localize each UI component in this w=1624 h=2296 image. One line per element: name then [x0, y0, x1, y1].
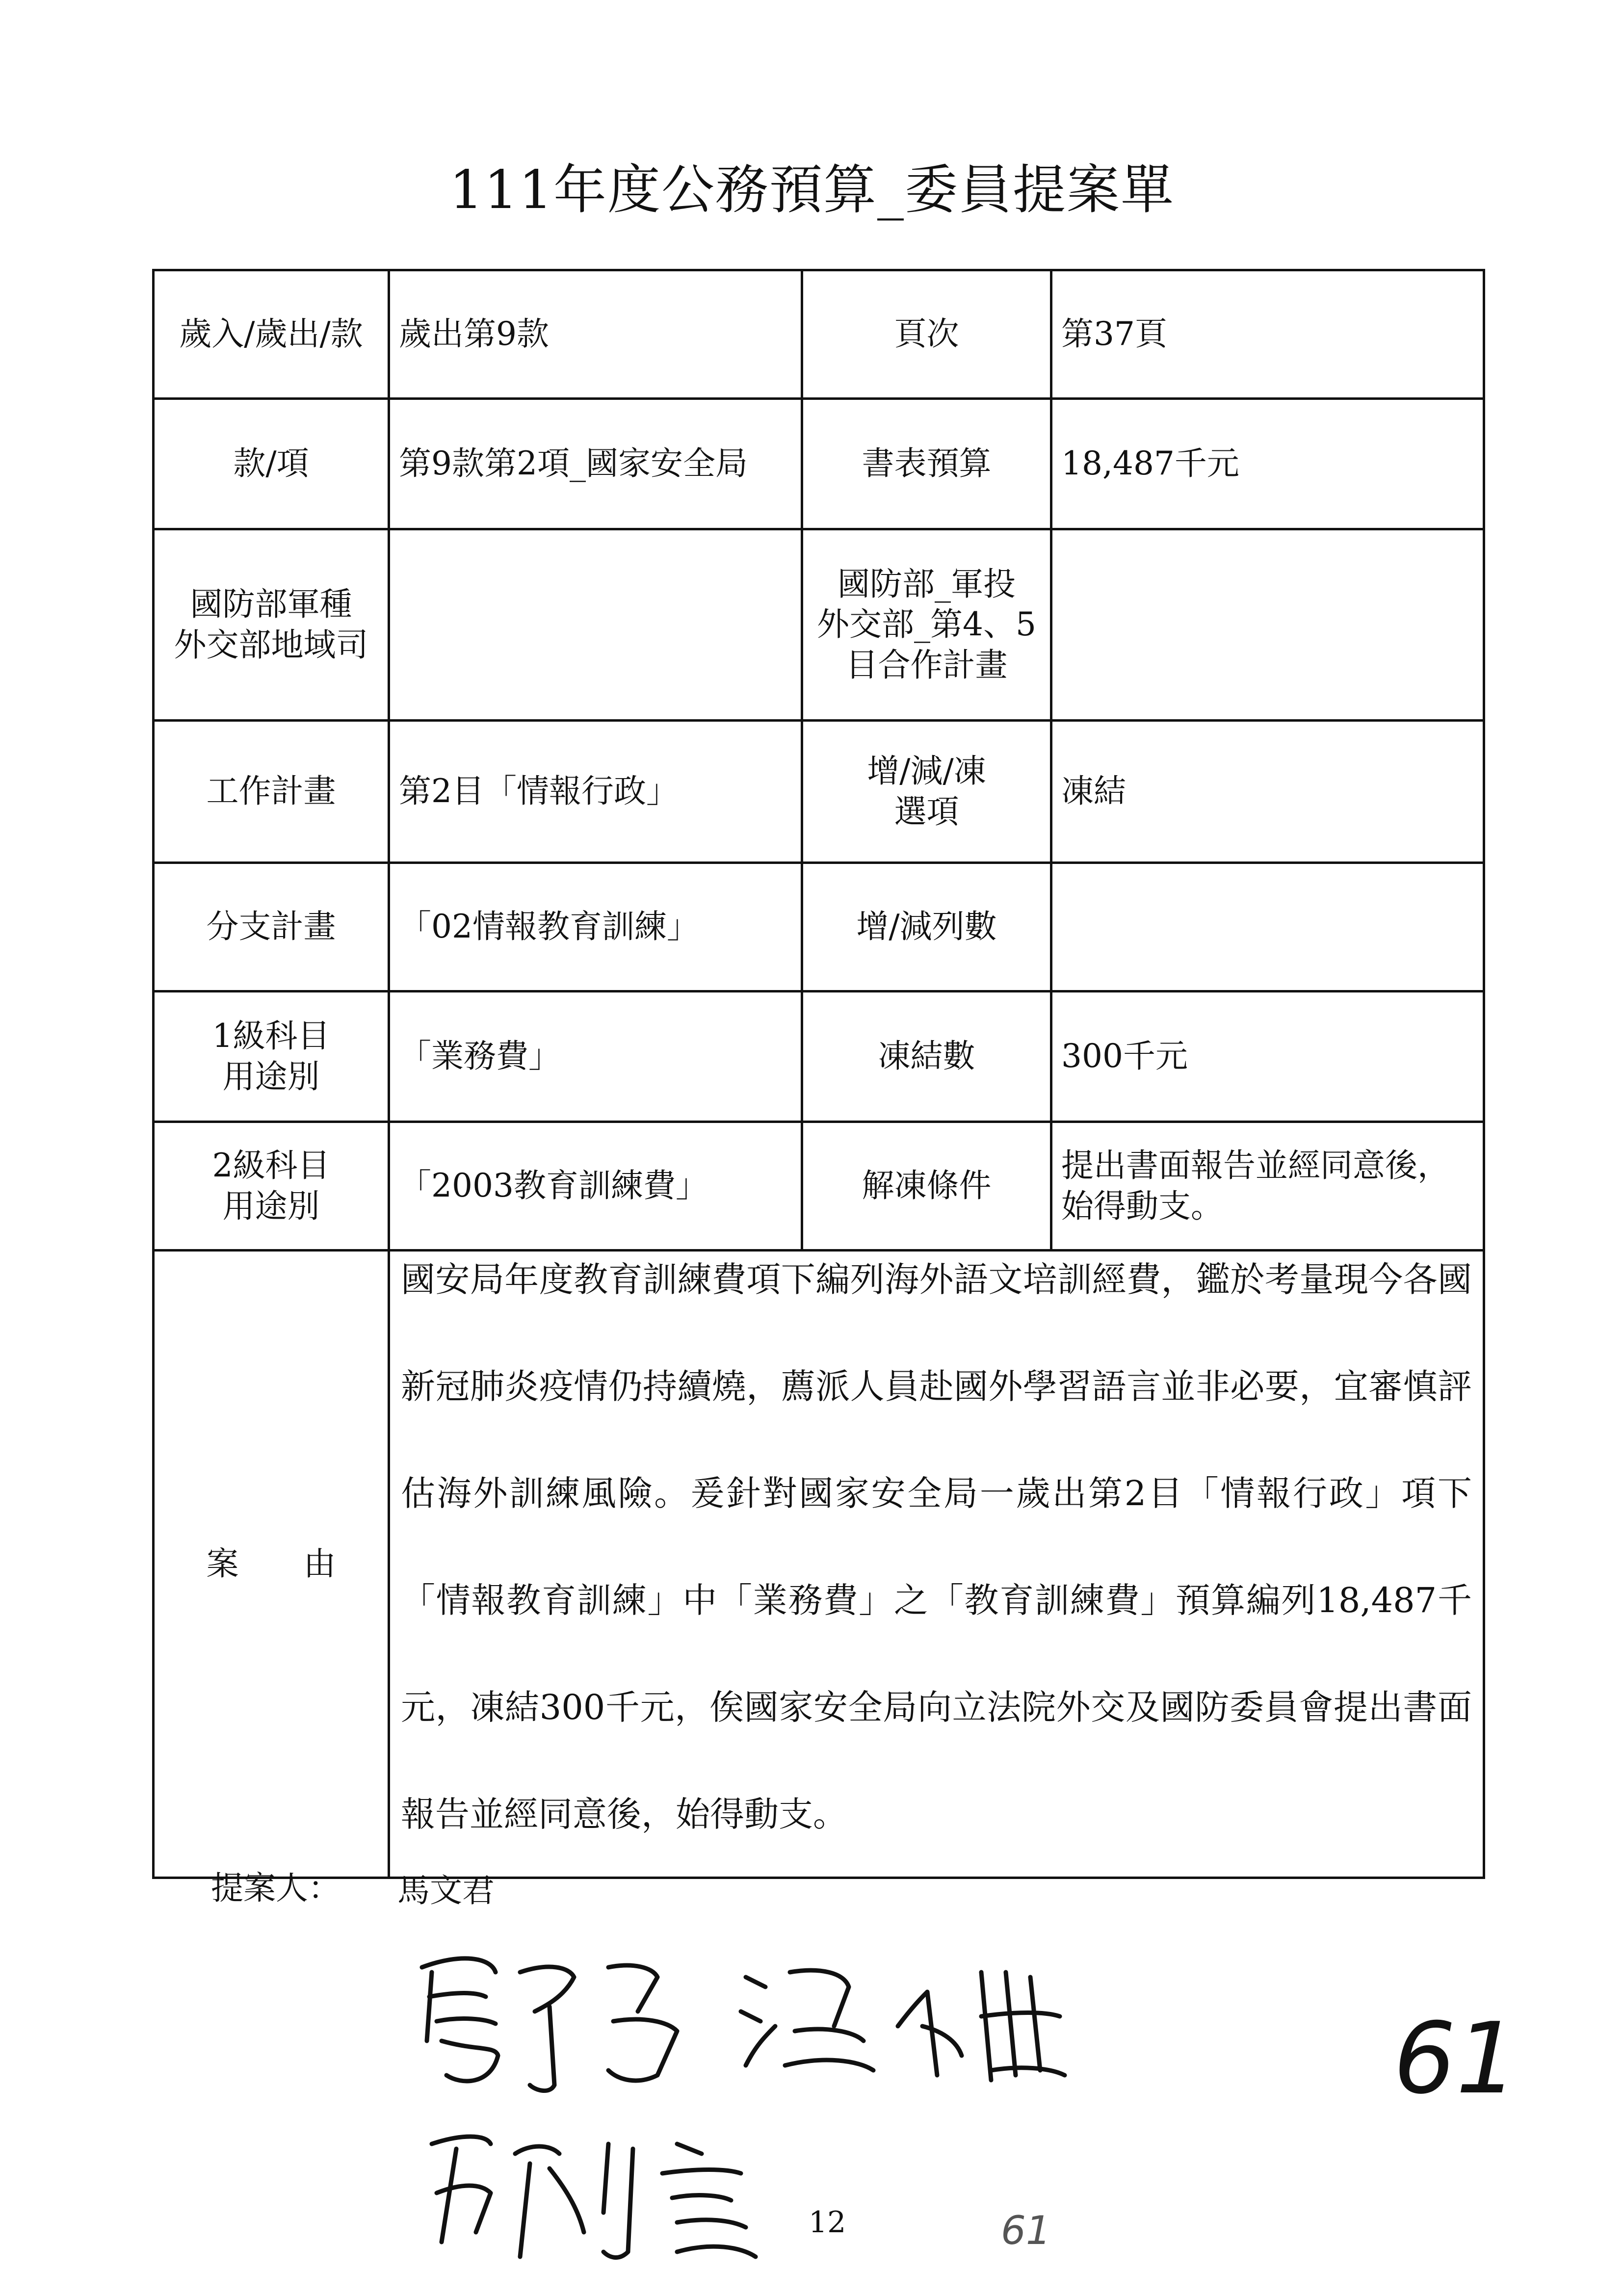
field-label: 工作計畫: [154, 721, 389, 863]
reason-label: 案 由: [154, 1251, 389, 1878]
field-label: 分支計畫: [154, 863, 389, 991]
field-value: 300千元: [1051, 991, 1484, 1122]
field-value: 第37頁: [1051, 270, 1484, 399]
field-label: 款/項: [154, 399, 389, 529]
table-row: [154, 529, 1484, 721]
field-label: 國防部_軍投 外交部_第4、5 目合作計畫: [802, 529, 1051, 721]
handwritten-mark-large: 61: [1393, 2002, 1519, 2116]
table-row: [154, 863, 1484, 991]
reason-text: 國安局年度教育訓練費項下編列海外語文培訓經費，鑑於考量現今各國新冠肺炎疫情仍持續燒，薦派人員赴國外學習語言並非必要，宜審慎評估海外訓練風險。爰針對國家安全局一歲出第2目「情報行政」項下「情報教育訓練」中「業務費」之「教育訓練費」預算編列18,487千元，凍結300千元，俟國家安全局向立法院外交及國防委員會提出書面報告並經同意後，始得動支。: [401, 1259, 1472, 1834]
field-label: 2級科目 用途別: [154, 1122, 389, 1251]
proposal-form-table: [152, 269, 1485, 1879]
document-title: 111年度公務預算_委員提案單: [449, 159, 1175, 221]
field-value: 第2目「情報行政」: [389, 721, 802, 863]
table-row: [154, 991, 1484, 1122]
field-value: [1051, 863, 1484, 991]
field-value: 「業務費」: [389, 991, 802, 1122]
proposer-name: 馬文君: [397, 1872, 495, 1909]
field-label: 頁次: [802, 270, 1051, 399]
field-value: 提出書面報告並經同意後， 始得動支。: [1051, 1122, 1484, 1251]
reason-cell: [389, 1251, 1484, 1878]
field-value: 18,487千元: [1051, 399, 1484, 529]
field-value: 凍結: [1051, 721, 1484, 863]
field-value: 「02情報教育訓練」: [389, 863, 802, 991]
proposer-label: 提案人：: [211, 1869, 341, 1907]
field-label: 國防部軍種 外交部地域司: [154, 529, 389, 721]
table-row: [154, 270, 1484, 399]
table-row: [154, 721, 1484, 863]
field-value: [1051, 529, 1484, 721]
field-label: 增/減列數: [802, 863, 1051, 991]
field-label: 書表預算: [802, 399, 1051, 529]
page-number: 12: [809, 2205, 846, 2240]
field-label: 增/減/凍 選項: [802, 721, 1051, 863]
field-value: 第9款第2項_國家安全局: [389, 399, 802, 529]
field-value: 「2003教育訓練費」: [389, 1122, 802, 1251]
field-label: 解凍條件: [802, 1122, 1051, 1251]
field-label: 凍結數: [802, 991, 1051, 1122]
field-label: 歲入/歲出/款: [154, 270, 389, 399]
handwritten-mark-small: 61: [1001, 2208, 1051, 2253]
table-row-reason: [154, 1251, 1484, 1878]
table-row: [154, 399, 1484, 529]
field-value: [389, 529, 802, 721]
field-value: 歲出第9款: [389, 270, 802, 399]
field-label: 1級科目 用途別: [154, 991, 389, 1122]
